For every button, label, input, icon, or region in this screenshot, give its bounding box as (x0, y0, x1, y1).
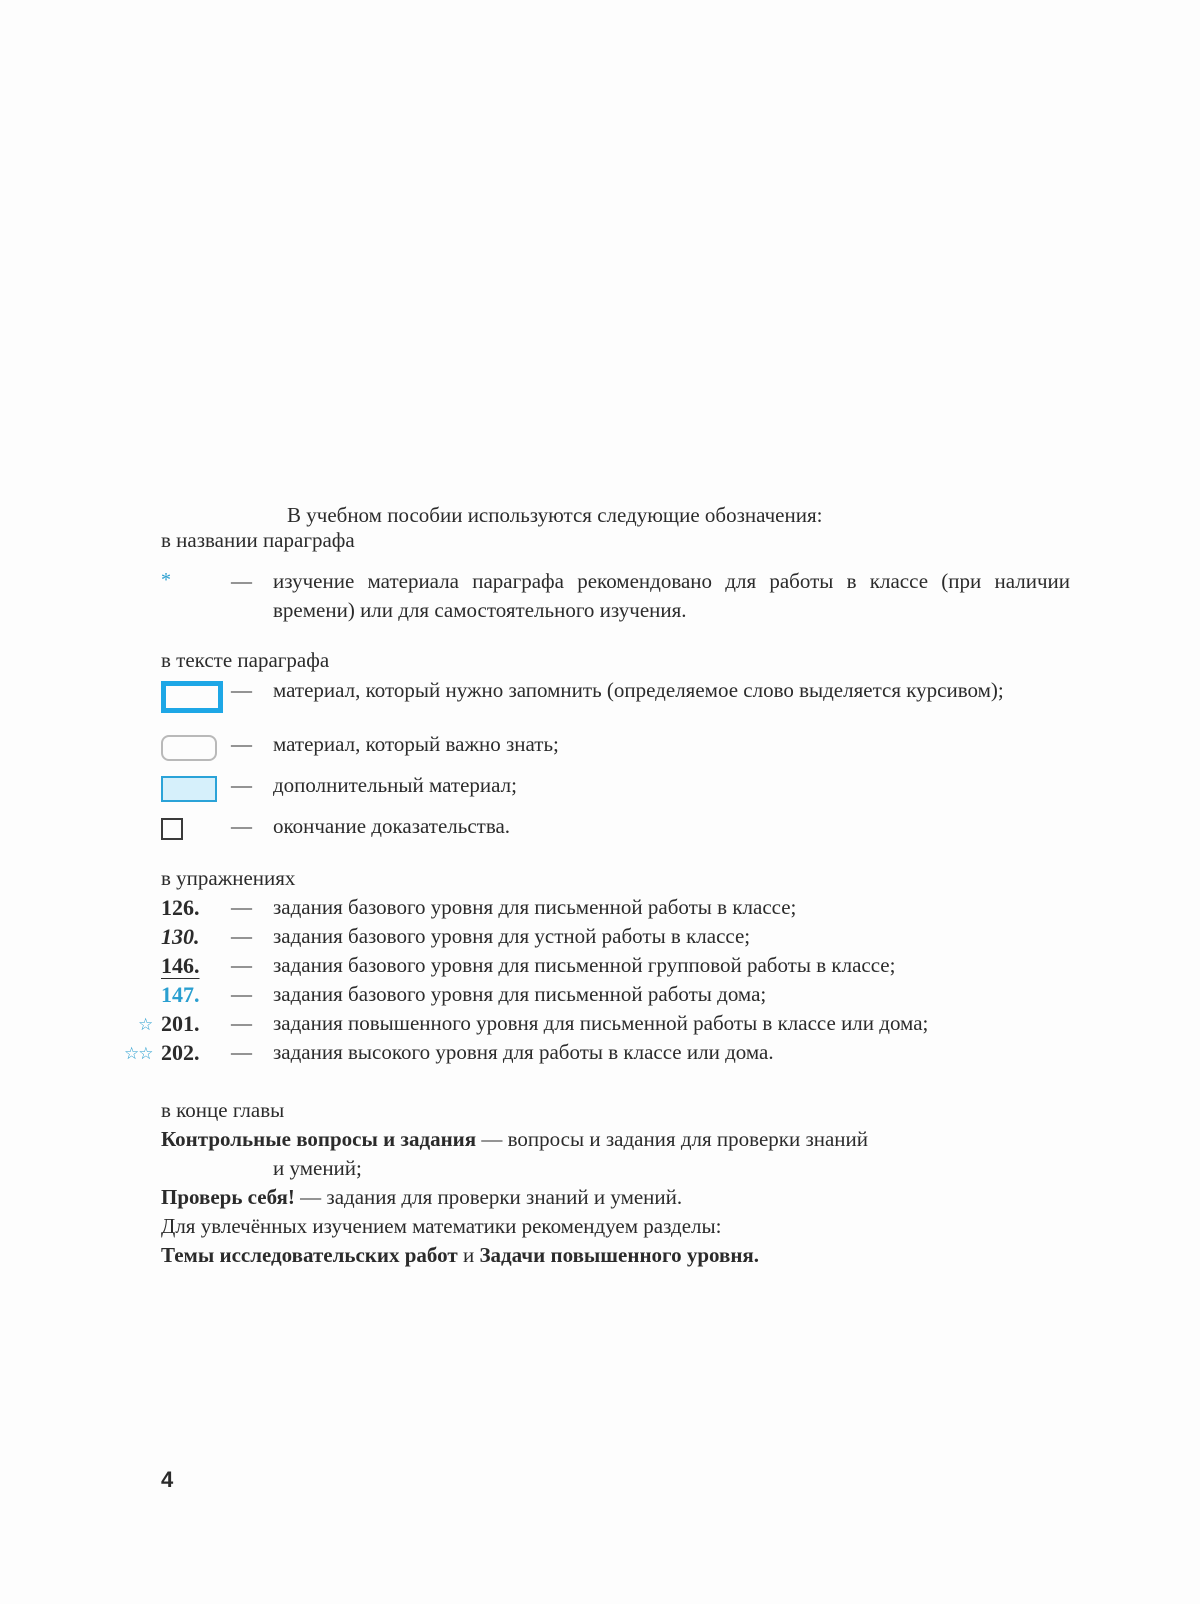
dash: — (231, 773, 252, 797)
control-questions-line (161, 1125, 868, 1154)
section-heading-exercises: в упражнениях (161, 866, 296, 890)
section-heading-title: в названии параграфа (161, 528, 355, 552)
legend-text-star: изучение материала параграфа рекомендовано для работы в классе (при наличии времени) или для самостоятельного изучения. (273, 569, 1070, 622)
legend-text-extra: дополнительный материал; (273, 773, 517, 797)
dash: — (231, 982, 252, 1006)
dash: — (231, 732, 252, 756)
dash: — (231, 953, 252, 977)
research-topics-title: Темы исследовательских работ (161, 1243, 458, 1267)
control-questions-desc-cont: и умений; (273, 1156, 362, 1180)
dash: — (231, 924, 252, 948)
exercise-number: 147. (161, 982, 200, 1007)
star-icon: ☆ (138, 1015, 153, 1034)
legend-text-remember: материал, который нужно запомнить (определяемое слово выделяется курсивом); (273, 678, 1004, 702)
conjunction: и (457, 1243, 480, 1267)
period: . (753, 1243, 760, 1267)
control-questions-title: Контрольные вопросы и задания (161, 1127, 477, 1151)
check-yourself-title: Проверь себя! (161, 1185, 295, 1209)
check-yourself-line (161, 1183, 682, 1212)
page-number: 4 (161, 1467, 174, 1492)
exercise-legend-text: задания повышенного уровня для письменной работы в классе или дома; (273, 1011, 929, 1035)
dash: — (231, 569, 252, 593)
control-questions-desc: — вопросы и задания для проверки знаний (476, 1127, 869, 1151)
light-blue-filled-box-icon (161, 776, 217, 802)
rounded-gray-box-icon (161, 735, 217, 761)
exercise-number: 146. (161, 953, 200, 978)
exercise-legend-text: задания базового уровня для письменной работы в классе; (273, 895, 797, 919)
recommend-line: Для увлечённых изучением математики рекомендуем разделы: (161, 1214, 722, 1238)
recommended-sections-line (161, 1241, 759, 1270)
exercise-legend-text: задания базового уровня для письменной работы дома; (273, 982, 767, 1006)
intro-line: В учебном пособии используются следующие обозначения: (287, 503, 823, 527)
qed-square-icon (161, 818, 183, 840)
exercise-number: 130. (161, 924, 200, 949)
dash: — (231, 814, 252, 838)
advanced-tasks-title: Задачи повышенного уровня (479, 1243, 754, 1267)
dash: — (231, 1040, 252, 1064)
exercise-number: 201. (161, 1011, 200, 1036)
legend-text-qed: окончание доказательства. (273, 814, 511, 838)
legend-text-know: материал, который важно знать; (273, 732, 559, 756)
exercise-number: 126. (161, 895, 200, 920)
star-icon: * (161, 569, 171, 591)
double-star-icon: ☆☆ (124, 1044, 153, 1063)
section-heading-chapter-end: в конце главы (161, 1098, 285, 1122)
exercise-legend-text: задания базового уровня для письменной групповой работы в классе; (273, 953, 896, 977)
exercise-legend-text: задания высокого уровня для работы в классе или дома. (273, 1040, 774, 1064)
exercise-number: 202. (161, 1040, 200, 1065)
check-yourself-desc: — задания для проверки знаний и умений. (294, 1185, 683, 1209)
blue-frame-box-icon (161, 681, 223, 713)
dash: — (231, 895, 252, 919)
exercise-legend-text: задания базового уровня для устной работы в классе; (273, 924, 751, 948)
dash: — (231, 678, 252, 702)
section-heading-text: в тексте параграфа (161, 648, 330, 672)
dash: — (231, 1011, 252, 1035)
